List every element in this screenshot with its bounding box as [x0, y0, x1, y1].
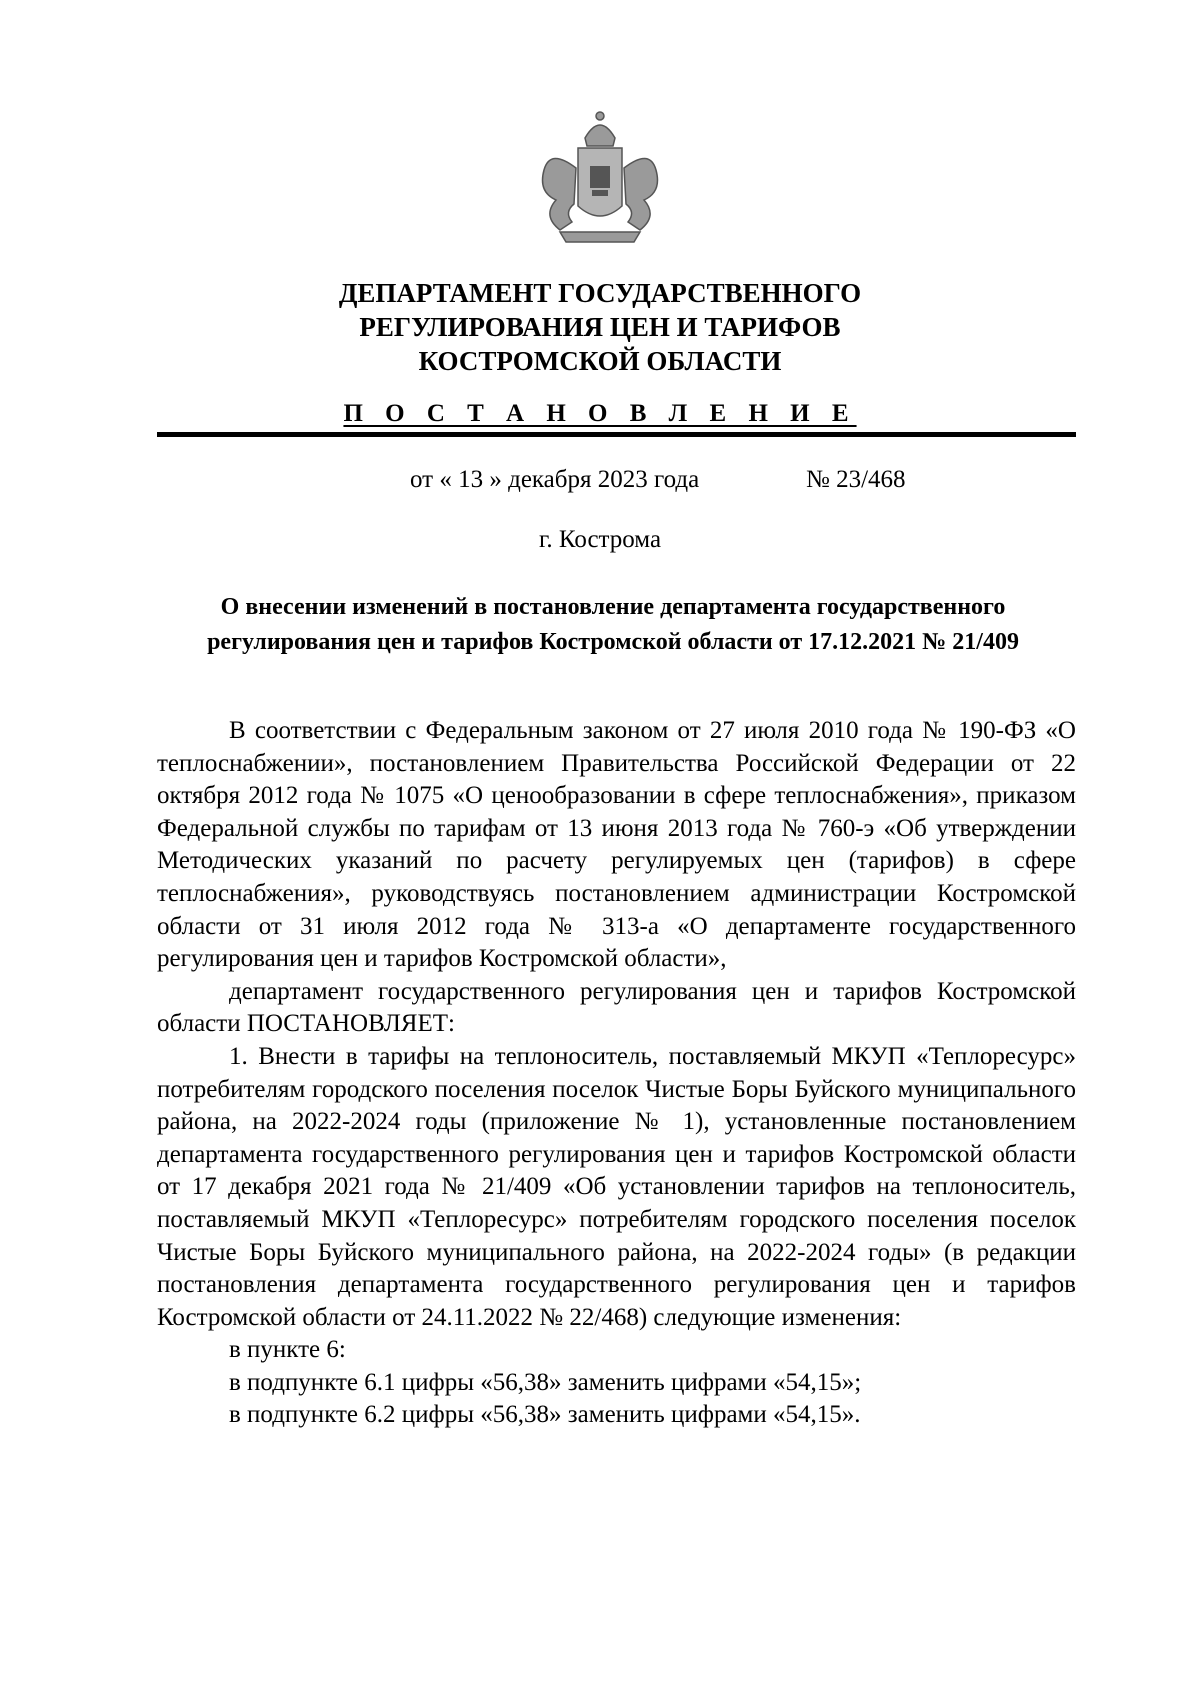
document-body [157, 715, 1076, 1432]
department-line: КОСТРОМСКОЙ ОБЛАСТИ [418, 346, 782, 376]
body-paragraph: в подпункте 6.2 цифры «56,38» заменить цифрами «54,15». [229, 1401, 861, 1429]
department-line: РЕГУЛИРОВАНИЯ ЦЕН И ТАРИФОВ [359, 312, 841, 342]
body-paragraph: 1. Внести в тарифы на теплоноситель, поставляемый МКУП «Теплоресурс» потребителям городского поселения поселок Чистые Боры Буйского муниципального района, на 2022-2024 годы (приложение № 1), установленные постановлением департамента государственного регулирования цен и тарифов Костромской области от 17 декабря 2021 года № 21/409 «Об установлении тарифов на теплоноситель, поставляемый МКУП «Теплоресурс» потребителям городского поселения поселок Чистые Боры Буйского муниципального района, на 2022-2024 годы» (в редакции постановления департамента государственного регулирования цен и тарифов Костромской области от 24.11.2022 № 22/468) следующие изменения: [157, 1042, 1076, 1331]
subject-line: О внесении изменений в постановление департамента государственного [220, 594, 1006, 620]
kostroma-coat-of-arms-icon [530, 108, 670, 246]
document-type-title: П О С Т А Н О В Л Е Н И Е [343, 400, 857, 427]
department-line: ДЕПАРТАМЕНТ ГОСУДАРСТВЕННОГО [338, 278, 862, 308]
header-divider [157, 432, 1076, 437]
department-name [150, 276, 1050, 378]
document-date: от « 13 » декабря 2023 года [410, 466, 700, 493]
subject-line: регулирования цен и тарифов Костромской области от 17.12.2021 № 21/409 [207, 629, 1019, 655]
body-paragraph: в подпункте 6.1 цифры «56,38» заменить цифрами «54,15»; [229, 1368, 862, 1396]
document-number: № 23/468 [806, 466, 906, 493]
body-paragraph: департамент государственного регулирования цен и тарифов Костромской области ПОСТАНОВЛЯЕТ: [157, 977, 1076, 1038]
document-city: г. Кострома [538, 526, 662, 553]
body-paragraph: В соответствии с Федеральным законом от 27 июля 2010 года № 190-ФЗ «О теплоснабжении», постановлением Правительства Российской Федерации от 22 октября 2012 года № 1075 «О ценообразовании в сфере теплоснабжения», приказом Федеральной службы по тарифам от 13 июня 2013 года № 760-э «Об утверждении Методических указаний по расчету регулируемых цен (тарифов) в сфере теплоснабжения», руководствуясь постановлением администрации Костромской области от 31 июля 2012 года № 313-а «О департаменте государственного регулирования цен и тарифов Костромской области», [157, 717, 1076, 973]
body-paragraph: в пункте 6: [229, 1336, 346, 1364]
document-subject [150, 590, 1076, 660]
